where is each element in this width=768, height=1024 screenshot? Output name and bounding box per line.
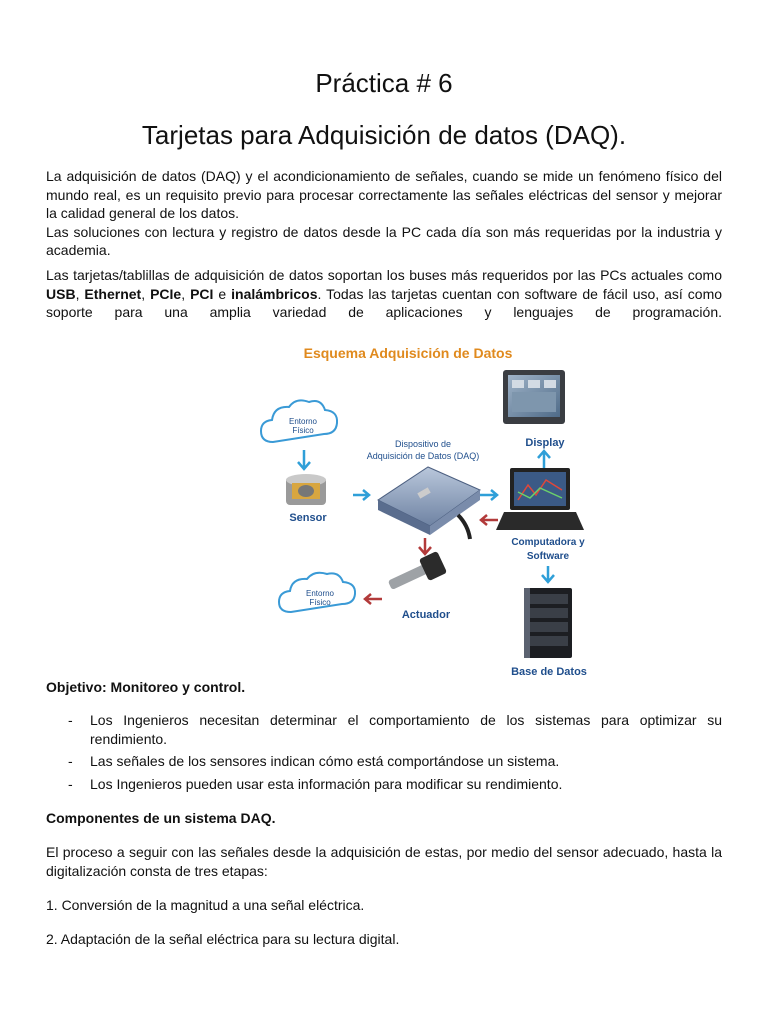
arrow-up-icon [538, 451, 550, 468]
bus-pci: PCI [190, 285, 214, 302]
database-label: Base de Datos [511, 666, 587, 678]
sensor-icon [286, 474, 326, 505]
bullet-marker: - [68, 712, 73, 728]
bus-pcie: PCIe [150, 285, 182, 302]
buses-text-post: . Todas las tarjetas cuentan con software de fácil uso, así como soporte para una amplia variedad de aplicaciones y lenguajes de programación. [46, 285, 723, 320]
arrow-right-icon [353, 490, 369, 500]
components-heading: Componentes de un sistema DAQ. [46, 810, 276, 826]
entorno-label-2: Entorno [305, 589, 335, 598]
buses-paragraph [46, 266, 722, 322]
page-subtitle: Tarjetas para Adquisición de datos (DAQ). [141, 120, 627, 150]
arrow-down-icon [298, 450, 310, 469]
list-item-text: Los Ingenieros necesitan determinar el comportamiento de los sistemas para optimizar su rendimiento. [90, 712, 722, 747]
daq-device-icon [378, 467, 480, 539]
bus-ethernet: Ethernet [84, 285, 142, 302]
intro-text-a: La adquisición de datos (DAQ) y el acondicionamiento de señales, cuando se mide un fenómeno físico del mundo real, es un requisito previo para procesar correctamente las señales eléctricas del sensor y mejorar la calidad general de los datos. [46, 168, 722, 221]
diagram-title: Esquema Adquisición de Datos [303, 345, 513, 361]
buses-text-pre: Las tarjetas/tablillas de adquisición de datos soportan los buses más requeridos por las PCs actuales como [46, 267, 722, 283]
computer-label-line2: Software [526, 551, 570, 562]
sep: , [141, 285, 151, 302]
bus-usb: USB [46, 285, 76, 302]
laptop-icon [496, 468, 584, 530]
actuator-label: Actuador [401, 609, 451, 621]
fisico-label-1: Físico [292, 426, 314, 435]
computer-label-line1: Computadora y [511, 537, 585, 548]
page-title: Práctica # 6 [315, 68, 453, 98]
process-paragraph: El proceso a seguir con las señales desde la adquisición de estas, por medio del sensor adecuado, hasta la digitalización consta de tres etapas: [46, 844, 722, 879]
sep: , [75, 285, 85, 302]
cloud-icon [279, 573, 355, 612]
list-item [46, 711, 722, 748]
arrow-down-icon [419, 538, 431, 554]
step-item: 2. Adaptación de la señal eléctrica para su lectura digital. [46, 931, 400, 947]
display-label: Display [525, 437, 565, 449]
device-label-line1: Dispositivo de [394, 439, 452, 449]
arrow-left-icon [481, 515, 498, 525]
entorno-label-1: Entorno [288, 417, 318, 426]
objective-heading: Objetivo: Monitoreo y control. [46, 679, 246, 695]
sep: e [213, 285, 232, 302]
list-item [46, 752, 722, 771]
sensor-label: Sensor [289, 512, 327, 524]
arrow-left-icon [365, 594, 382, 604]
list-item-text: Los Ingenieros pueden usar esta información para modificar su rendimiento. [90, 775, 563, 792]
list-item-text: Las señales de los sensores indican cómo está comportándose un sistema. [90, 753, 560, 769]
fisico-label-2: Físico [309, 598, 331, 607]
arrow-right-icon [480, 490, 497, 500]
bus-wireless: inalámbricos [231, 285, 318, 302]
intro-text-b: Las soluciones con lectura y registro de datos desde la PC cada día son más requeridas por la industria y academia. [46, 223, 722, 258]
display-icon [503, 370, 565, 424]
intro-paragraph [46, 167, 722, 260]
daq-schema-diagram [218, 340, 598, 680]
bullet-marker: - [68, 775, 73, 792]
step-item: 1. Conversión de la magnitud a una señal eléctrica. [46, 897, 365, 913]
objective-list [46, 711, 722, 797]
device-label-line2: Adquisición de Datos (DAQ) [366, 451, 480, 461]
bullet-marker: - [68, 753, 73, 769]
sep: , [181, 285, 191, 302]
list-item [46, 775, 722, 794]
server-icon [524, 588, 572, 658]
arrow-down-icon [542, 566, 554, 582]
actuator-icon [388, 551, 447, 590]
cloud-icon [261, 400, 337, 442]
